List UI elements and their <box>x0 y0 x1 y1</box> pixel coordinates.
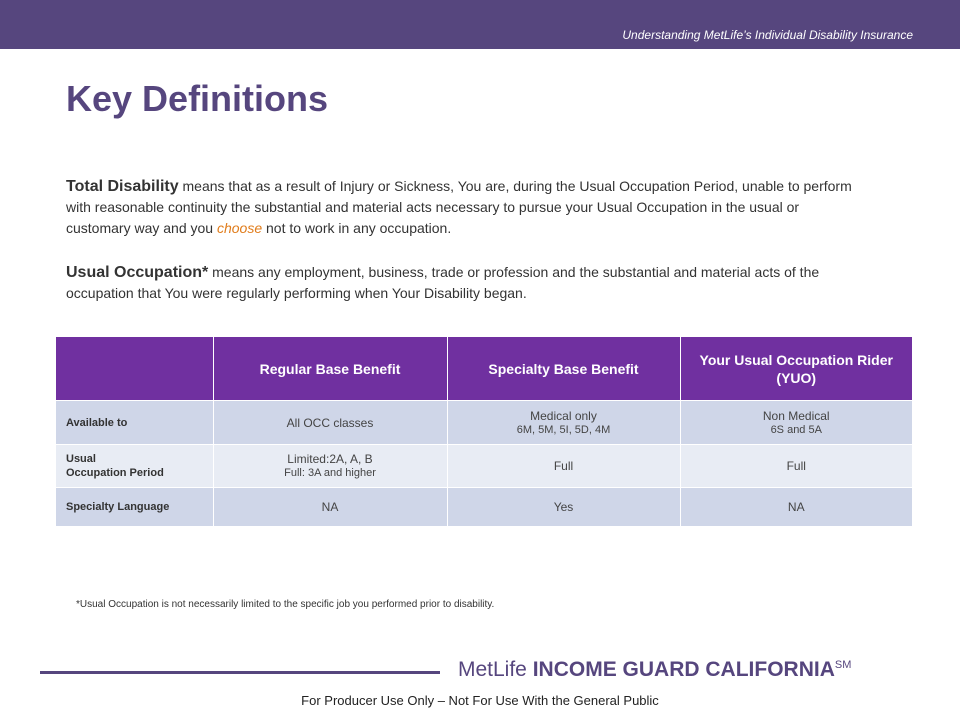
table-cell <box>447 445 680 488</box>
row-label: Specialty Language <box>56 488 213 527</box>
cell-line: Yes <box>553 500 574 514</box>
table-header-cell: Your Usual Occupation Rider (YUO) <box>680 337 912 401</box>
table-cell <box>213 488 447 527</box>
table-cell <box>680 401 912 445</box>
definition-text: means that as a result of Injury or Sickness, You are, during the Usual Occupation Period, unable to perform with reasonable continuity the substantial and material acts necessary to pursue your Usual Occupation in the usual or customary way and you <box>66 178 852 236</box>
footer-brand <box>458 658 851 682</box>
cell-line: Full <box>553 459 574 473</box>
cell-line: NA <box>321 500 339 514</box>
table-header-cell <box>56 337 213 401</box>
row-label <box>56 445 213 488</box>
footnote: *Usual Occupation is not necessarily limited to the specific job you performed prior to disability. <box>76 599 495 610</box>
benefits-table <box>56 337 912 526</box>
definition-emphasis: choose <box>216 220 263 236</box>
cell-line: NA <box>787 500 805 514</box>
cell-line: All OCC classes <box>286 415 374 430</box>
row-label-line: Usual <box>66 453 96 465</box>
service-mark: SM <box>834 659 852 671</box>
row-label: Available to <box>56 401 213 445</box>
definition-text: means any employment, business, trade or profession and the substantial and material acts of the occupation that You were regularly performing when Your Disability began. <box>66 264 820 301</box>
cell-line: Full: 3A and higher <box>284 467 376 479</box>
table-header-row <box>56 337 912 401</box>
cell-line: Full <box>786 459 806 473</box>
cell-line: 6M, 5M, 5I, 5D, 4M <box>516 423 611 436</box>
table-row <box>56 488 912 527</box>
table-row <box>56 401 912 445</box>
table-cell <box>680 445 912 488</box>
header-title: Understanding MetLife’s Individual Disability Insurance <box>622 28 913 42</box>
cell-line: Medical only <box>530 408 597 423</box>
table-cell <box>213 445 447 488</box>
definition-text-end: not to work in any occupation. <box>262 220 452 236</box>
brand-product: INCOME GUARD CALIFORNIA <box>532 658 835 681</box>
cell-line: 6S and 5A <box>770 423 822 436</box>
table-row <box>56 445 912 488</box>
footer-disclaimer: For Producer Use Only – Not For Use With the General Public <box>301 693 659 708</box>
table-cell <box>680 488 912 527</box>
definition-term: Usual Occupation* <box>66 264 209 281</box>
row-label-line: Occupation Period <box>66 467 164 479</box>
table-header-cell: Specialty Base Benefit <box>447 337 680 401</box>
table-header-cell: Regular Base Benefit <box>213 337 447 401</box>
definition-usual-occupation <box>66 262 826 304</box>
table-cell <box>213 401 447 445</box>
definition-total-disability <box>66 176 856 239</box>
table-cell <box>447 488 680 527</box>
table-cell <box>447 401 680 445</box>
cell-line: Limited:2A, A, B <box>287 452 373 466</box>
page-title: Key Definitions <box>66 78 329 119</box>
header-bar <box>0 0 960 49</box>
brand-name: MetLife <box>458 658 533 681</box>
definition-term: Total Disability <box>66 178 179 195</box>
cell-line: Non Medical <box>762 408 830 423</box>
footer-divider <box>40 671 440 674</box>
